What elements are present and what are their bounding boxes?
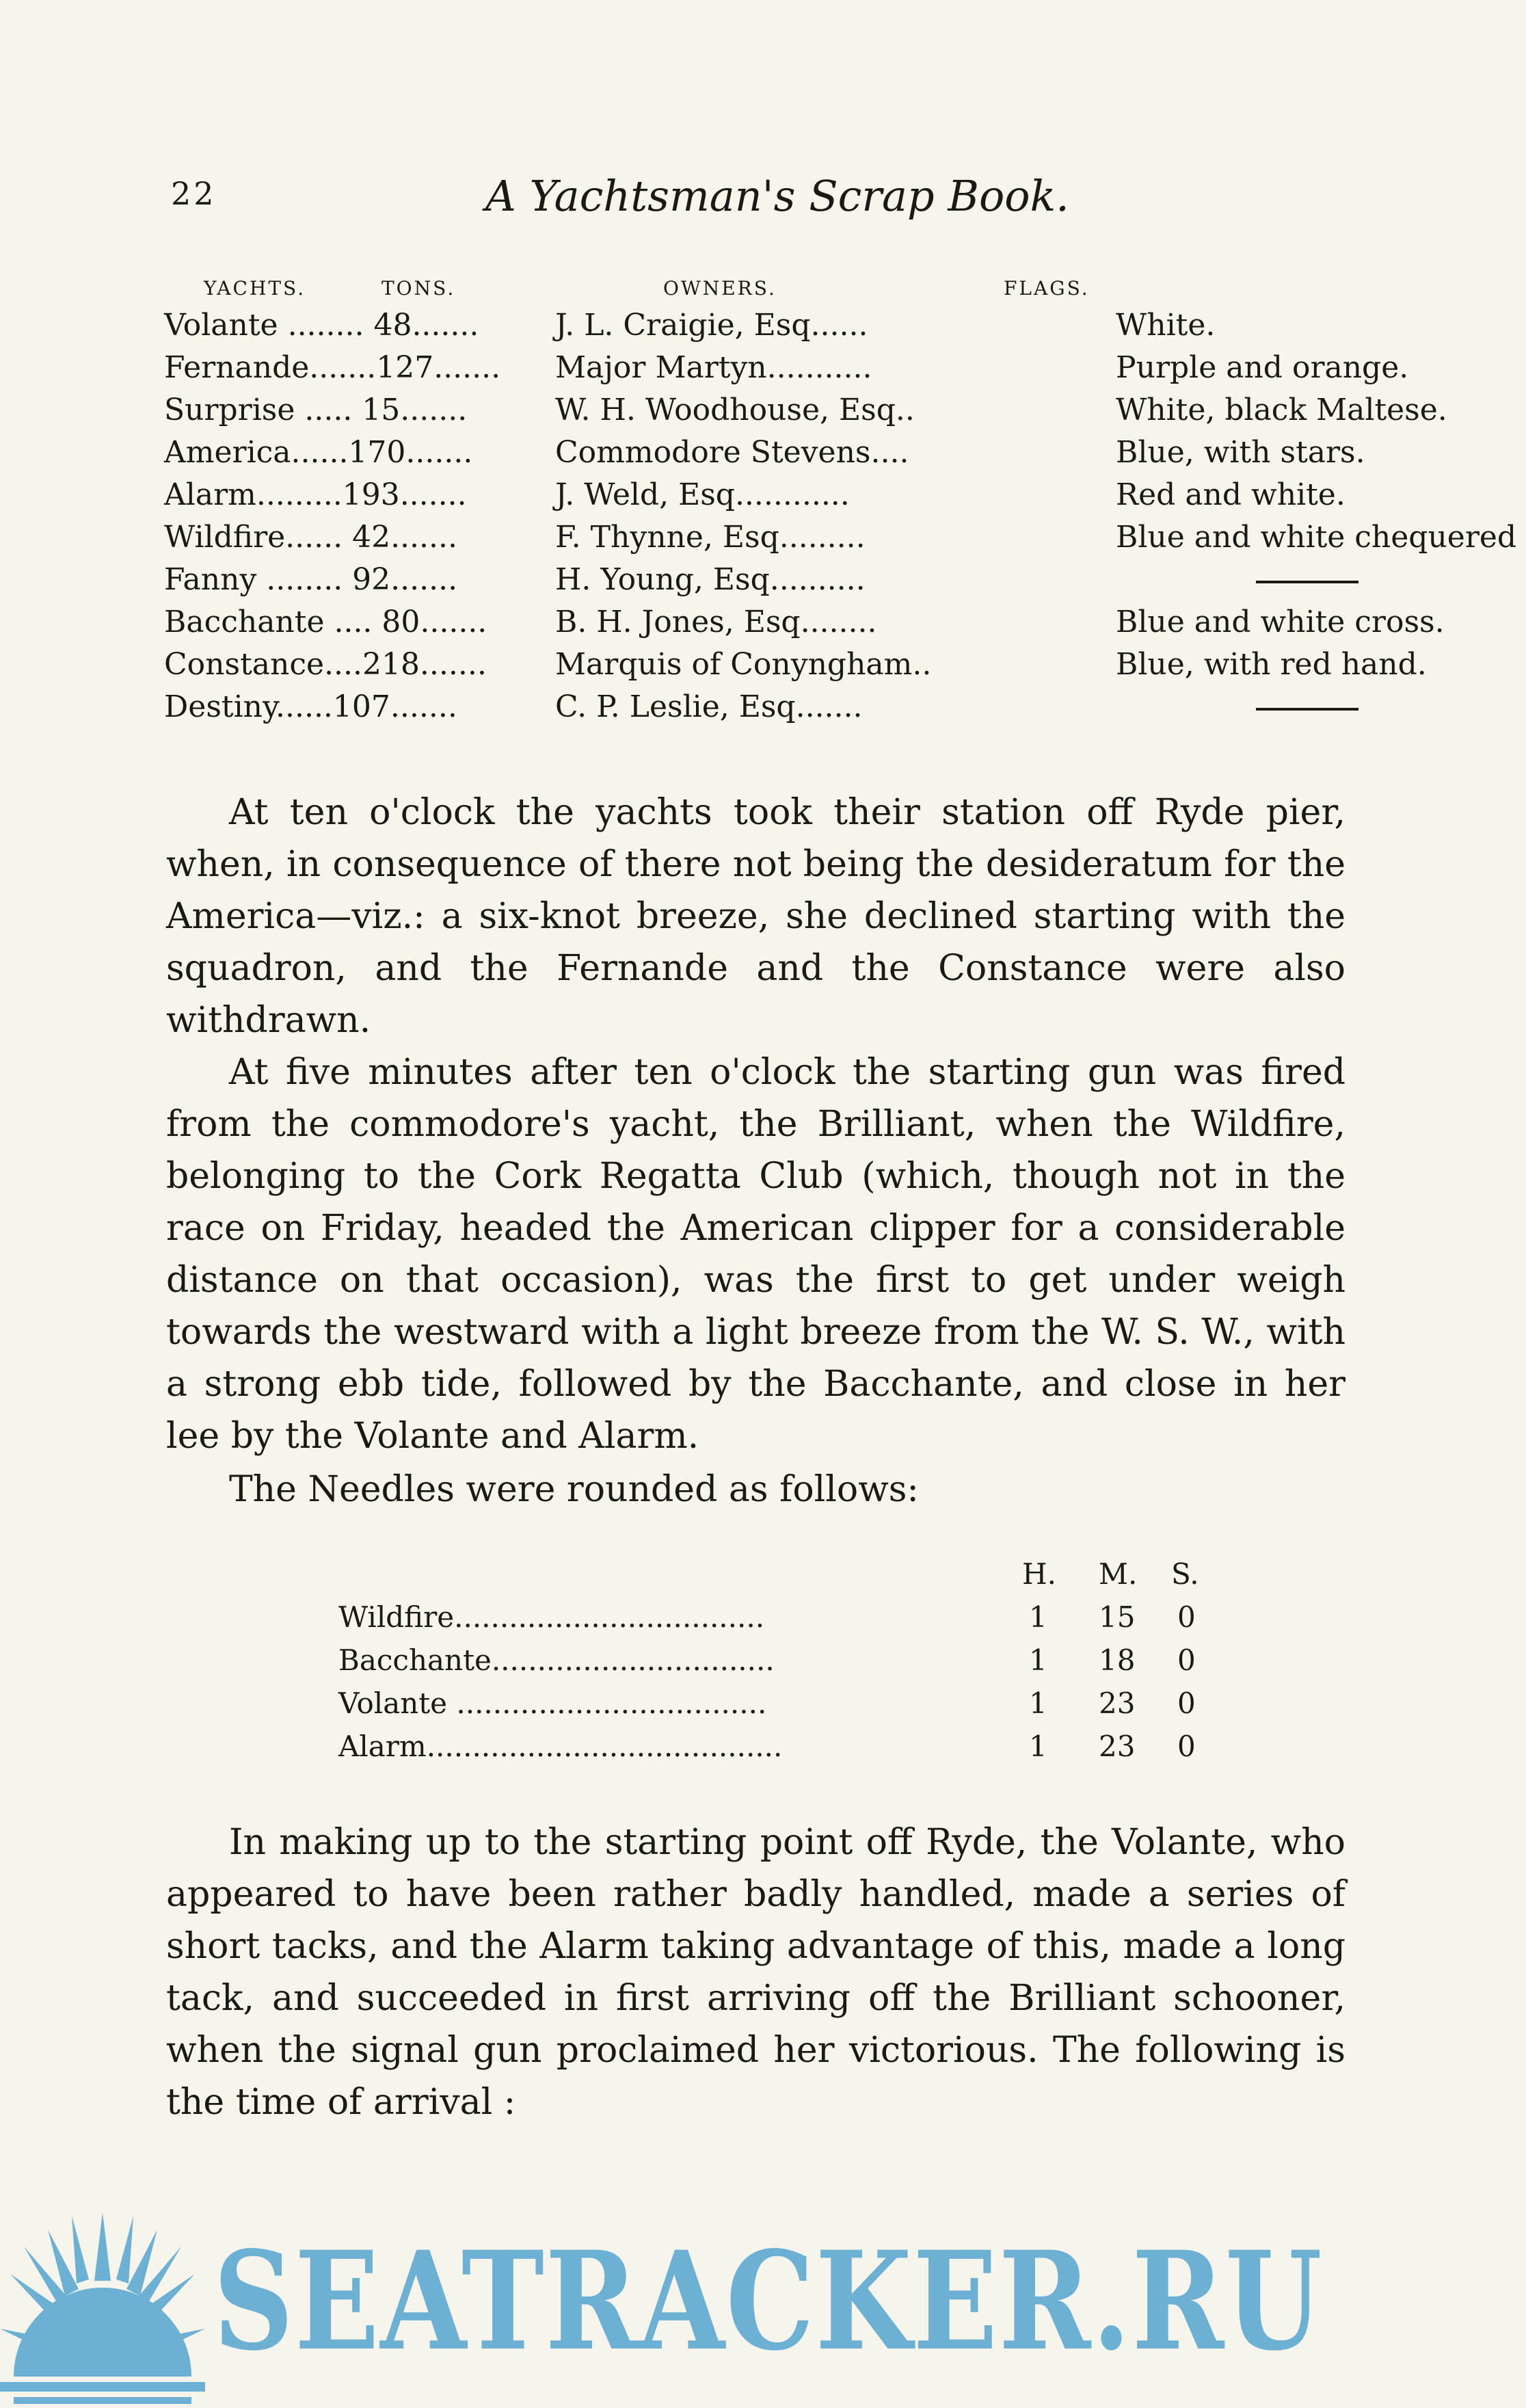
table-row xyxy=(164,389,1447,432)
needles-table-header xyxy=(338,1552,1227,1596)
owner: W. H. Woodhouse, Esq.. xyxy=(555,393,915,427)
flag: Blue, with stars. xyxy=(1116,435,1365,470)
table-row xyxy=(338,1725,1227,1768)
seconds: 0 xyxy=(1177,1730,1196,1763)
flag: Blue and white cross. xyxy=(1116,605,1445,639)
column-header-hours: H. xyxy=(1022,1557,1056,1591)
yacht-name: Volante .................................. xyxy=(338,1686,767,1720)
yacht-table-header xyxy=(164,277,1347,304)
seconds: 0 xyxy=(1177,1600,1196,1634)
minutes: 18 xyxy=(1099,1643,1136,1677)
page-header xyxy=(171,171,1347,226)
yacht-and-tons: Surprise ..... 15....... xyxy=(164,393,468,427)
flag: White, black Maltese. xyxy=(1116,393,1447,427)
yacht-and-tons: Fanny ........ 92....... xyxy=(164,562,458,597)
yacht-and-tons: Constance....218....... xyxy=(164,647,487,682)
page-number: 22 xyxy=(171,175,217,212)
column-header-seconds: S. xyxy=(1171,1557,1199,1591)
column-header-minutes: M. xyxy=(1099,1557,1138,1591)
table-row xyxy=(338,1682,1227,1725)
table-row xyxy=(164,559,1347,601)
table-row xyxy=(164,432,1365,474)
flag: Blue and white chequered xyxy=(1116,520,1517,555)
owner: H. Young, Esq.......... xyxy=(555,562,866,597)
yacht-and-tons: Destiny......107....... xyxy=(164,689,457,724)
yacht-and-tons: Fernande.......127....... xyxy=(164,350,501,385)
table-row xyxy=(338,1596,1227,1639)
yacht-name: Bacchante............................... xyxy=(338,1643,775,1677)
flag: White. xyxy=(1116,308,1216,343)
yacht-and-tons: America......170....... xyxy=(164,435,473,470)
minutes: 23 xyxy=(1099,1730,1136,1763)
table-row xyxy=(164,644,1427,686)
hours: 1 xyxy=(1029,1730,1047,1763)
column-header-yachts: YACHTS. xyxy=(204,277,306,300)
yacht-and-tons: Alarm.........193....... xyxy=(164,477,467,512)
hours: 1 xyxy=(1029,1600,1047,1634)
paragraph: In making up to the starting point off Ryde, the Volante, who appeared to have been rather badly handled, made a series of short tacks, and the Alarm taking advantage of this, made a long tack, and succeeded in first arriving off the Brilliant schooner, when the signal gun proclaimed her victorious. The following is the time of arrival : xyxy=(166,1822,1346,2123)
minutes: 23 xyxy=(1099,1686,1136,1720)
needles-table xyxy=(338,1552,1227,1768)
table-row xyxy=(164,686,1347,728)
table-row xyxy=(338,1639,1227,1682)
table-row xyxy=(164,304,1347,347)
table-row xyxy=(164,474,1347,516)
owner: F. Thynne, Esq......... xyxy=(555,520,866,555)
paragraph: At ten o'clock the yachts took their station off Ryde pier, when, in consequence of there not being the desideratum for the America—viz.: a six-knot breeze, she declined starting with the squadron, and the Fernande and the Constance were also withdrawn. xyxy=(166,792,1346,1041)
paragraph: At five minutes after ten o'clock the starting gun was fired from the commodore's yacht, the Brilliant, when the Wildfire, belonging to the Cork Regatta Club (which, though not in the race on Friday, headed the American clipper for a considerable distance on that occasion), was the first to get under weigh towards the westward with a light breeze from the W. S. W., with a strong ebb tide, followed by the Bacchante, and close in her lee by the Volante and Alarm. xyxy=(166,1052,1346,1457)
flag-dash xyxy=(1116,559,1526,601)
column-header-flags: FLAGS. xyxy=(1004,277,1090,300)
seconds: 0 xyxy=(1177,1643,1196,1677)
yacht-and-tons: Wildfire...... 42....... xyxy=(164,520,457,555)
yacht-and-tons: Volante ........ 48....... xyxy=(164,308,479,343)
seconds: 0 xyxy=(1177,1686,1196,1720)
yacht-table xyxy=(164,277,1517,728)
yacht-and-tons: Bacchante .... 80....... xyxy=(164,605,487,639)
minutes: 15 xyxy=(1099,1600,1136,1634)
flag: Purple and orange. xyxy=(1116,350,1409,385)
watermark xyxy=(0,2199,1436,2408)
owner: J. Weld, Esq............ xyxy=(555,477,850,512)
paragraph: The Needles were rounded as follows: xyxy=(229,1469,919,1510)
flag-dash xyxy=(1116,686,1526,728)
table-row xyxy=(164,601,1445,644)
sun-icon xyxy=(0,2199,205,2404)
table-row xyxy=(164,347,1409,389)
owner: Major Martyn........... xyxy=(555,350,872,385)
owner: J. L. Craigie, Esq...... xyxy=(555,308,868,343)
owner: Marquis of Conyngham.. xyxy=(555,647,932,682)
yacht-name: Wildfire.................................. xyxy=(338,1600,765,1634)
hours: 1 xyxy=(1029,1686,1047,1720)
yacht-name: Alarm....................................... xyxy=(338,1730,783,1763)
flag: Blue, with red hand. xyxy=(1116,647,1427,682)
watermark-text: SEATRACKER.RU xyxy=(213,2221,1324,2381)
column-header-owners: OWNERS. xyxy=(663,277,777,300)
column-header-tons: TONS. xyxy=(382,277,456,300)
hours: 1 xyxy=(1029,1643,1047,1677)
owner: B. H. Jones, Esq........ xyxy=(555,605,877,639)
owner: Commodore Stevens.... xyxy=(555,435,909,470)
table-row xyxy=(164,516,1517,559)
owner: C. P. Leslie, Esq....... xyxy=(555,689,863,724)
running-title: A Yachtsman's Scrap Book. xyxy=(485,171,1069,221)
flag: Red and white. xyxy=(1116,477,1346,512)
